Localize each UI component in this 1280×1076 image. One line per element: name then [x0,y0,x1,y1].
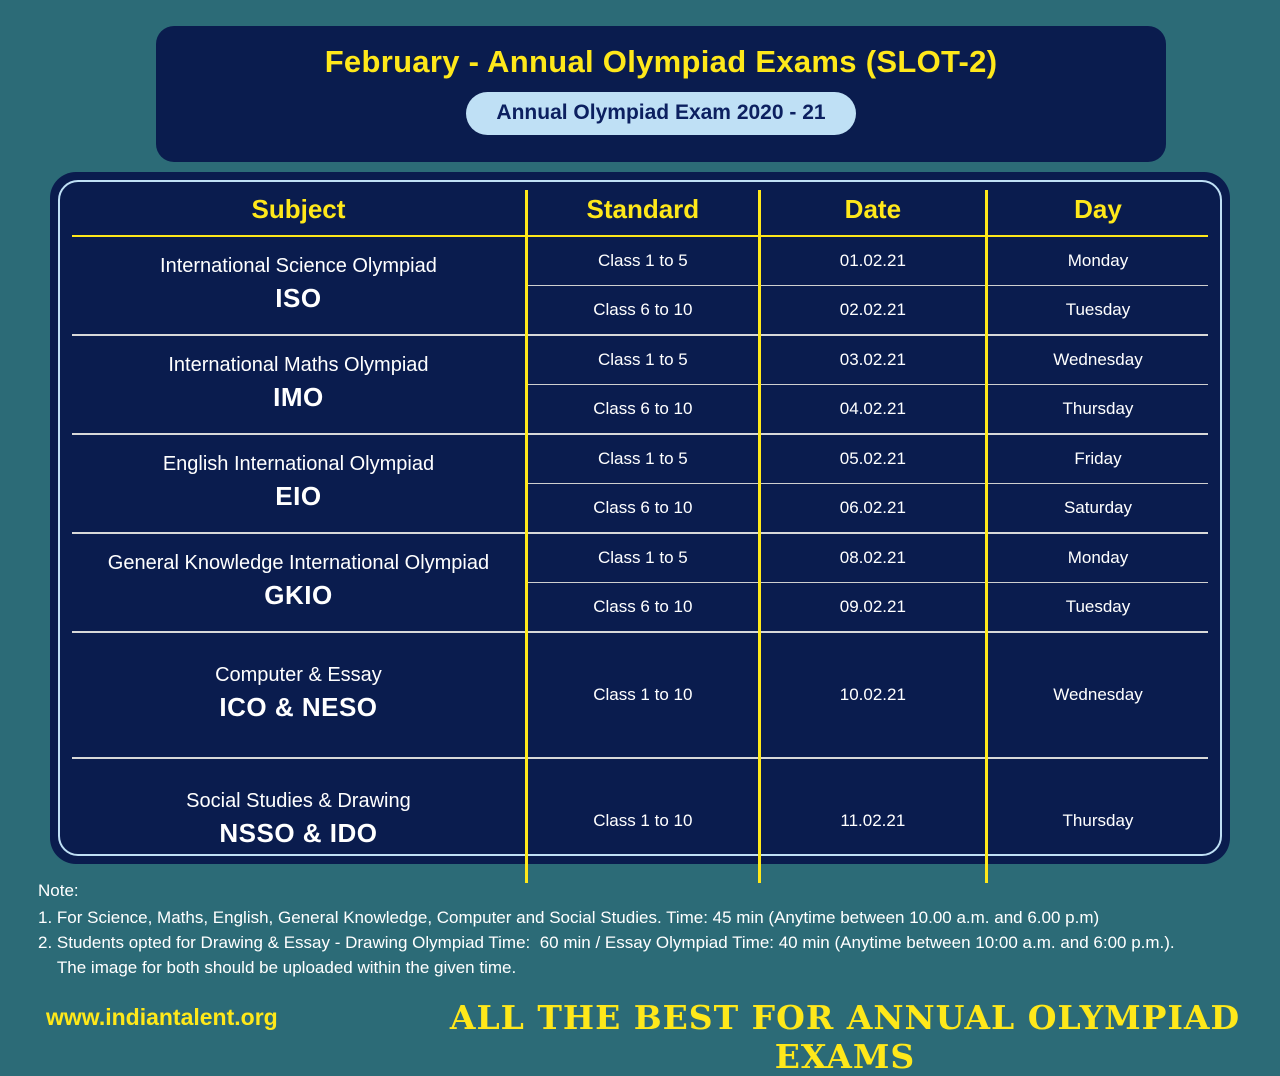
header-subtitle-wrap [156,92,1166,135]
subject-abbreviation: ISO [275,282,322,313]
page-title: February - Annual Olympiad Exams (SLOT-2) [324,44,998,79]
note-line-1: 1. For Science, Maths, English, General Knowledge, Computer and Social Studies. Time: 45 min (Anytime between 10.00 a.m. and 6.00 p.m) [38,908,1100,927]
column-header-subject: Subject [72,190,526,236]
subject-cell [72,335,526,434]
table-header-row [72,190,1208,236]
standard-cell: Class 1 to 5 [526,335,759,385]
date-cell: 05.02.21 [759,434,986,484]
subject-cell [72,632,526,758]
day-cell: Wednesday [986,632,1208,758]
table-row [72,236,1208,286]
standard-cell: Class 1 to 5 [526,434,759,484]
notes-section [38,878,1248,980]
day-cell: Monday [986,533,1208,583]
column-header-standard: Standard [526,190,759,236]
day-cell: Thursday [986,385,1208,435]
subject-cell [72,758,526,883]
subject-abbreviation: ICO & NESO [219,692,378,722]
day-cell: Tuesday [986,286,1208,336]
standard-cell: Class 1 to 5 [526,533,759,583]
subject-cell [72,533,526,632]
day-cell: Friday [986,434,1208,484]
subject-cell [72,434,526,533]
day-cell: Tuesday [986,583,1208,633]
exam-year-badge: Annual Olympiad Exam 2020 - 21 [466,92,855,135]
schedule-table [72,190,1208,883]
day-cell: Saturday [986,484,1208,534]
column-header-date: Date [759,190,986,236]
subject-full-name: International Science Olympiad [160,254,437,277]
standard-cell: Class 6 to 10 [526,484,759,534]
date-cell: 01.02.21 [759,236,986,286]
footer [0,998,1280,1076]
subject-full-name: General Knowledge International Olympiad [107,551,490,574]
table-row [72,758,1208,883]
date-cell: 02.02.21 [759,286,986,336]
website-link[interactable]: www.indiantalent.org [46,1004,278,1030]
header-banner [156,26,1166,162]
standard-cell: Class 1 to 10 [526,632,759,758]
day-cell: Wednesday [986,335,1208,385]
subject-abbreviation: NSSO & IDO [219,818,378,848]
subject-full-name: Social Studies & Drawing [186,790,411,812]
date-cell: 09.02.21 [759,583,986,633]
standard-cell: Class 6 to 10 [526,286,759,336]
schedule-panel [50,172,1230,864]
day-cell: Monday [986,236,1208,286]
date-cell: 10.02.21 [759,632,986,758]
subject-full-name: International Maths Olympiad [168,353,429,376]
date-cell: 03.02.21 [759,335,986,385]
table-row [72,632,1208,758]
note-line-2: 2. Students opted for Drawing & Essay - Drawing Olympiad Time: 60 min / Essay Olympiad Time: 40 min (Anytime between 10:00 a.m. and 6:00 p.m.). [38,933,1175,952]
table-row [72,335,1208,385]
date-cell: 08.02.21 [759,533,986,583]
column-header-day: Day [986,190,1208,236]
slogan-text: ALL THE BEST FOR ANNUAL OLYMPIAD EXAMS [449,998,1241,1076]
subject-full-name: English International Olympiad [162,452,435,475]
standard-cell: Class 6 to 10 [526,583,759,633]
date-cell: 11.02.21 [759,758,986,883]
date-cell: 04.02.21 [759,385,986,435]
standard-cell: Class 6 to 10 [526,385,759,435]
subject-abbreviation: GKIO [264,579,333,610]
subject-cell [72,236,526,335]
schedule-panel-inner [58,180,1222,856]
subject-abbreviation: IMO [273,381,324,412]
subject-full-name: Computer & Essay [215,664,382,686]
note-line-3: The image for both should be uploaded within the given time. [38,958,517,977]
table-row [72,533,1208,583]
day-cell: Thursday [986,758,1208,883]
notes-title: Note: [38,881,79,900]
table-row [72,434,1208,484]
standard-cell: Class 1 to 10 [526,758,759,883]
subject-abbreviation: EIO [275,480,322,511]
date-cell: 06.02.21 [759,484,986,534]
standard-cell: Class 1 to 5 [526,236,759,286]
